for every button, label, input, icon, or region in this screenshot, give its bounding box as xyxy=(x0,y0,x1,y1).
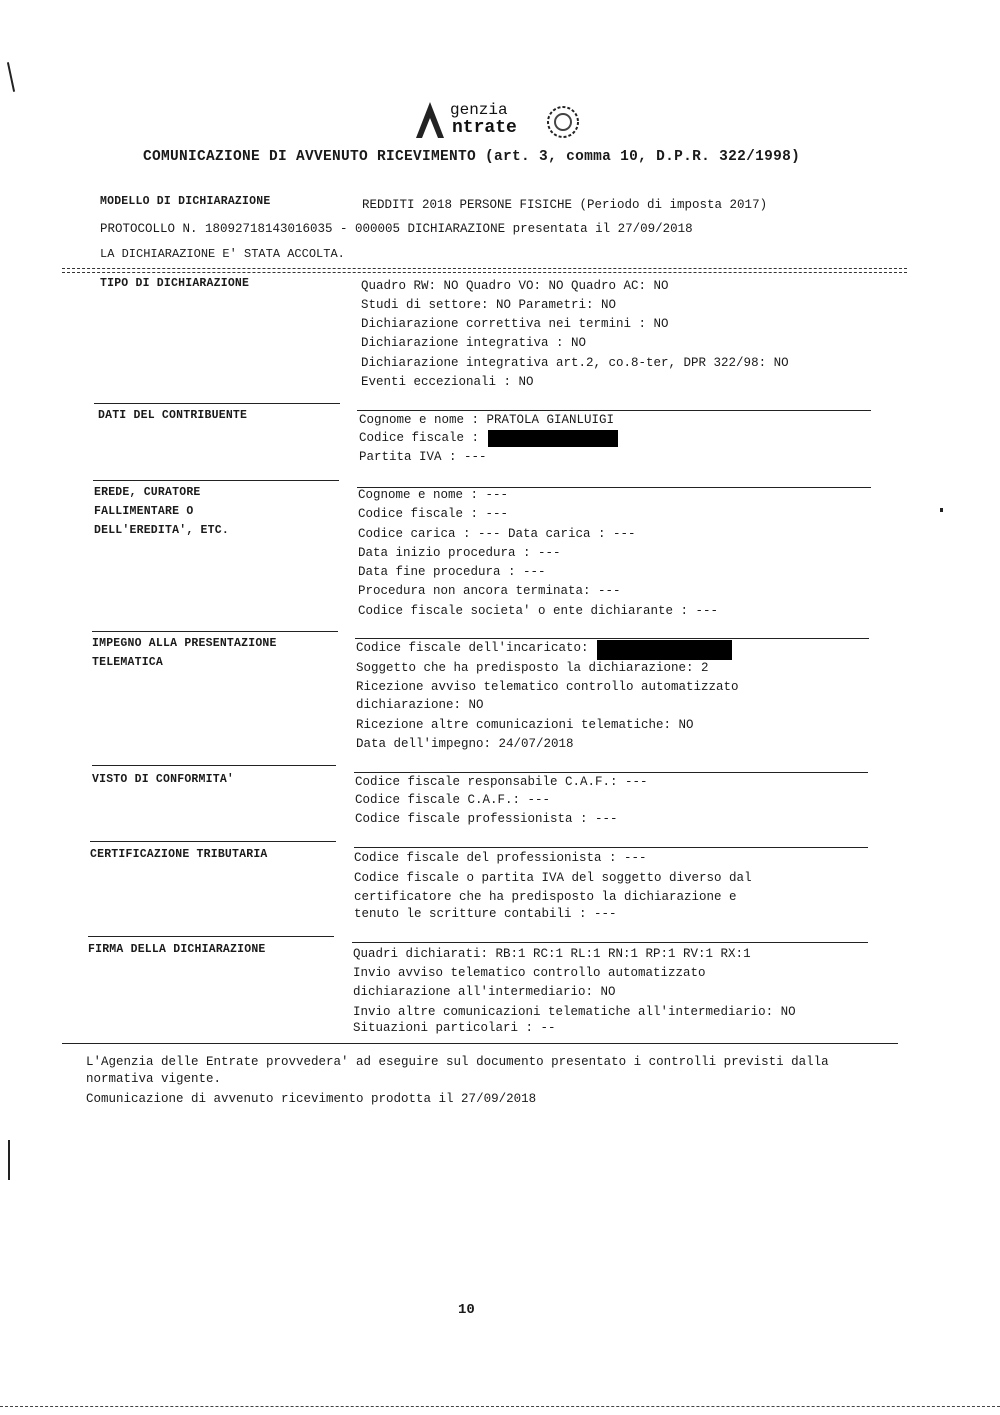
tipo-line: Dichiarazione integrativa : NO xyxy=(361,336,587,350)
scan-speck xyxy=(940,508,943,512)
accolta-line: LA DICHIARAZIONE E' STATA ACCOLTA. xyxy=(100,247,345,261)
modello-value: REDDITI 2018 PERSONE FISICHE (Periodo di imposta 2017) xyxy=(362,198,768,212)
section-rule-right xyxy=(355,638,869,639)
section-rule-right xyxy=(354,772,868,773)
erede-label: DELL'EREDITA', ETC. xyxy=(94,524,229,537)
section-rule-right xyxy=(352,942,868,943)
footer-line: normativa vigente. xyxy=(86,1072,222,1086)
tipo-line: Dichiarazione integrativa art.2, co.8-ter, DPR 322/98: NO xyxy=(361,356,789,370)
document-title: COMUNICAZIONE DI AVVENUTO RICEVIMENTO (art. 3, comma 10, D.P.R. 322/1998) xyxy=(143,149,801,165)
logo-line1: genzia xyxy=(450,101,508,119)
erede-line: Cognome e nome : --- xyxy=(358,488,509,502)
erede-line: Codice fiscale societa' o ente dichiarante : --- xyxy=(358,604,719,618)
impegno-line: Ricezione avviso telematico controllo automatizzato xyxy=(356,680,739,694)
redacted-codice-incaricato xyxy=(597,640,732,660)
erede-line: Codice fiscale : --- xyxy=(358,507,509,521)
visto-label: VISTO DI CONFORMITA' xyxy=(92,773,235,786)
footer-divider xyxy=(62,1043,898,1044)
erede-line: Codice carica : --- Data carica : --- xyxy=(358,527,636,541)
firma-line: dichiarazione all'intermediario: NO xyxy=(353,985,616,999)
impegno-line: Soggetto che ha predisposto la dichiarazione: 2 xyxy=(356,661,709,675)
section-rule-left xyxy=(88,936,334,937)
section-rule-left xyxy=(93,480,339,481)
footer-line: L'Agenzia delle Entrate provvedera' ad eseguire sul documento presentato i controlli previsti dalla xyxy=(86,1055,829,1069)
firma-label: FIRMA DELLA DICHIARAZIONE xyxy=(88,943,266,956)
scan-mark xyxy=(8,1140,10,1180)
section-rule-right xyxy=(354,847,868,848)
firma-line: Situazioni particolari : -- xyxy=(353,1021,556,1035)
contribuente-name: Cognome e nome : PRATOLA GIANLUIGI xyxy=(359,413,615,427)
erede-line: Procedura non ancora terminata: --- xyxy=(358,584,621,598)
scan-mark xyxy=(7,62,15,92)
visto-line: Codice fiscale professionista : --- xyxy=(355,812,618,826)
impegno-label: IMPEGNO ALLA PRESENTAZIONE xyxy=(92,637,277,650)
section-rule-right xyxy=(357,410,871,411)
certificazione-line: Codice fiscale o partita IVA del soggetto diverso dal xyxy=(354,871,752,885)
impegno-line: Data dell'impegno: 24/07/2018 xyxy=(356,737,574,751)
firma-line: Invio altre comunicazioni telematiche all'intermediario: NO xyxy=(353,1005,796,1019)
protocollo-line: PROTOCOLLO N. 18092718143016035 - 000005 DICHIARAZIONE presentata il 27/09/2018 xyxy=(100,222,693,236)
erede-label: EREDE, CURATORE xyxy=(94,486,201,499)
visto-line: Codice fiscale responsabile C.A.F.: --- xyxy=(355,775,648,789)
firma-line: Quadri dichiarati: RB:1 RC:1 RL:1 RN:1 RP:1 RV:1 RX:1 xyxy=(353,947,751,961)
tipo-line: Quadro RW: NO Quadro VO: NO Quadro AC: NO xyxy=(361,279,669,293)
erede-line: Data inizio procedura : --- xyxy=(358,546,561,560)
contribuente-piva: Partita IVA : --- xyxy=(359,450,487,464)
redacted-codice-fiscale xyxy=(488,430,618,447)
certificazione-line: certificatore che ha predisposto la dichiarazione e xyxy=(354,890,737,904)
modello-label: MODELLO DI DICHIARAZIONE xyxy=(100,195,271,208)
section-rule-left xyxy=(92,631,338,632)
scan-edge xyxy=(0,1406,1000,1407)
page-number: 10 xyxy=(458,1302,475,1318)
erede-line: Data fine procedura : --- xyxy=(358,565,546,579)
impegno-label: TELEMATICA xyxy=(92,656,164,669)
certificazione-label: CERTIFICAZIONE TRIBUTARIA xyxy=(90,848,268,861)
erede-label: FALLIMENTARE O xyxy=(94,505,194,518)
impegno-line: Codice fiscale dell'incaricato: xyxy=(356,641,589,655)
tipo-line: Eventi eccezionali : NO xyxy=(361,375,534,389)
section-rule-left xyxy=(90,841,336,842)
footer-line: Comunicazione di avvenuto ricevimento prodotta il 27/09/2018 xyxy=(86,1092,537,1106)
certificazione-line: tenuto le scritture contabili : --- xyxy=(354,907,617,921)
impegno-line: Ricezione altre comunicazioni telematiche: NO xyxy=(356,718,694,732)
firma-line: Invio avviso telematico controllo automatizzato xyxy=(353,966,706,980)
tipo-line: Dichiarazione correttiva nei termini : NO xyxy=(361,317,669,331)
impegno-line: dichiarazione: NO xyxy=(356,698,484,712)
logo-line2: ntrate xyxy=(452,118,517,138)
tipo-label: TIPO DI DICHIARAZIONE xyxy=(100,277,250,290)
section-rule-left xyxy=(92,765,336,766)
section-rule-left xyxy=(94,403,340,404)
visto-line: Codice fiscale C.A.F.: --- xyxy=(355,793,551,807)
header-divider xyxy=(62,268,907,273)
certificazione-line: Codice fiscale del professionista : --- xyxy=(354,851,647,865)
tipo-line: Studi di settore: NO Parametri: NO xyxy=(361,298,617,312)
contribuente-cf: Codice fiscale : xyxy=(359,431,480,445)
contribuente-label: DATI DEL CONTRIBUENTE xyxy=(98,409,248,422)
